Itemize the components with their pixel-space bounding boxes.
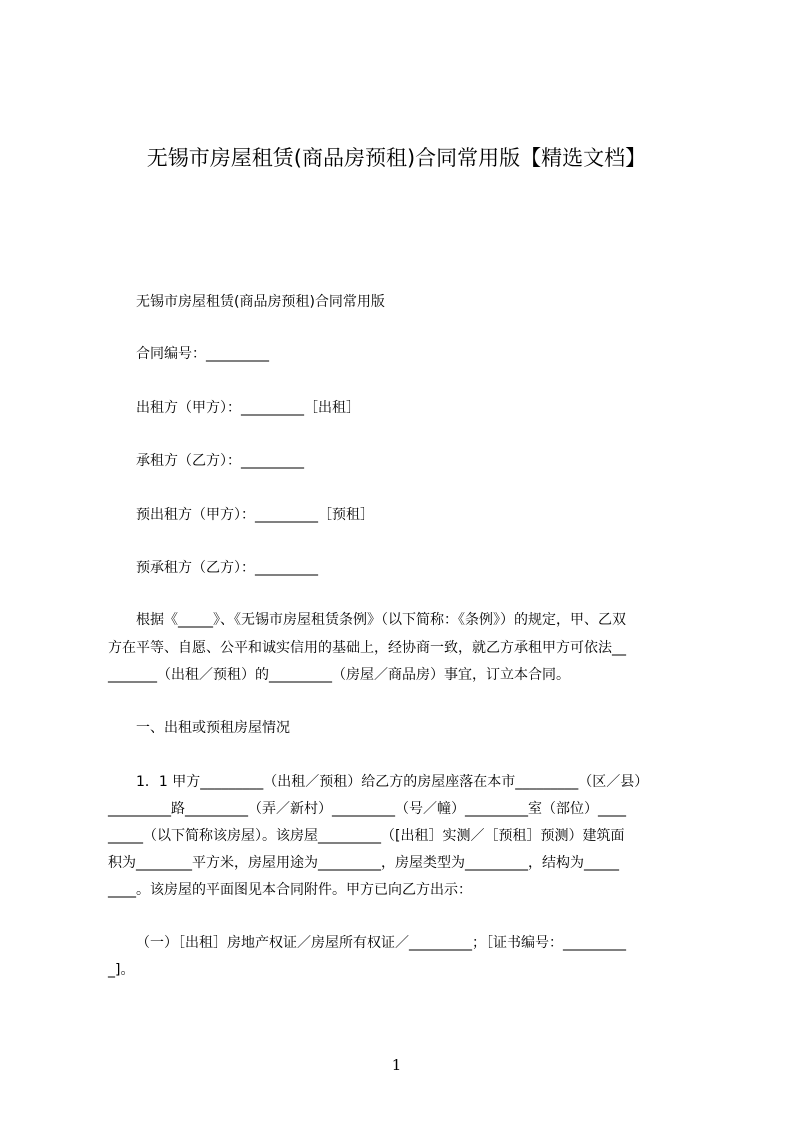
contract-number-field: 合同编号：_________ [136, 346, 269, 362]
clause-line: ____。该房屋的平面图见本合同附件。甲方已向乙方出示： [108, 882, 472, 898]
preamble-line: 根据《_____》、《无锡市房屋租赁条例》（以下简称：《条例》）的规定，甲、乙双 [136, 612, 626, 628]
certificate-line: （一）［出租］房地产权证／房屋所有权证／_________；［证书编号：_________ [136, 935, 626, 951]
clause-line: _____（以下简称该房屋）。该房屋_________（[出租］实测／［预租］预测）建筑面 [108, 828, 625, 844]
lessee-field: 承租方（乙方）：_________ [136, 453, 304, 469]
clause-line: 积为________平方米，房屋用途为_________，房屋类型为_________，结构为_____ [108, 855, 619, 871]
section-heading: 一、出租或预租房屋情况 [136, 720, 290, 736]
contract-subtitle: 无锡市房屋租赁(商品房预租)合同常用版 [136, 294, 385, 310]
certificate-line: _]。 [108, 962, 135, 978]
preamble-line: 方在平等、自愿、公平和诚实信用的基础上，经协商一致，就乙方承租甲方可依法__ [108, 640, 626, 656]
page-number: 1 [391, 1056, 402, 1074]
pre-lessee-field: 预承租方（乙方）：_________ [136, 560, 318, 576]
clause-line: 1．1 甲方_________（出租／预租）给乙方的房屋座落在本市_________（区／县） [136, 774, 649, 790]
pre-lessor-field: 预出租方（甲方）：_________［预租］ [136, 507, 374, 523]
document-title: 无锡市房屋租赁(商品房预租)合同常用版【精选文档】 [146, 146, 647, 170]
lessor-field: 出租方（甲方）：_________［出租］ [136, 400, 360, 416]
clause-line: _________路_________（弄／新村）_________（号／幢）_________室（部位）____ [108, 801, 626, 817]
preamble-line: _______（出租／预租）的_________（房屋／商品房）事宜，订立本合同。 [108, 667, 570, 683]
